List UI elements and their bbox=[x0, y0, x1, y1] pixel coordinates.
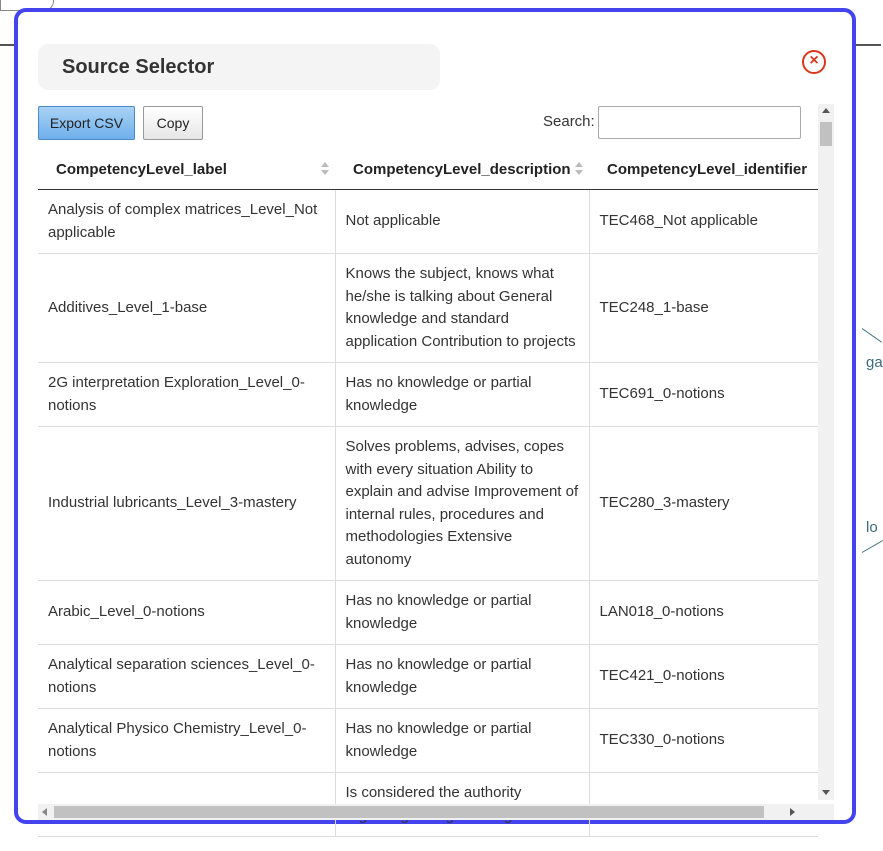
table-row[interactable] bbox=[38, 190, 818, 254]
scroll-down-arrow-icon[interactable] bbox=[822, 790, 830, 795]
cell-identifier: TEC468_Not applicable bbox=[589, 190, 818, 254]
search-label: Search: bbox=[543, 113, 595, 130]
cell-identifier: TEC691_0-notions bbox=[589, 363, 818, 427]
cell-identifier: LAN018_0-notions bbox=[589, 581, 818, 645]
cell-label: Analytical Physico Chemistry_Level_0-notions bbox=[38, 709, 335, 773]
cell-label: Arabic_Level_0-notions bbox=[38, 581, 335, 645]
cell-label: Additives_Level_1-base bbox=[38, 254, 335, 363]
horizontal-scrollbar[interactable] bbox=[38, 804, 818, 820]
competency-table bbox=[38, 150, 818, 837]
cell-description: Has no knowledge or partial knowledge bbox=[335, 581, 589, 645]
search-input[interactable] bbox=[598, 106, 801, 139]
modal-content bbox=[38, 104, 818, 812]
cell-description: Is considered the authority bbox=[335, 773, 589, 837]
scroll-left-arrow-icon[interactable] bbox=[42, 808, 47, 816]
table-row[interactable] bbox=[38, 709, 818, 773]
modal-header bbox=[38, 44, 440, 90]
table-row[interactable] bbox=[38, 427, 818, 581]
copy-button[interactable]: Copy bbox=[143, 106, 203, 140]
cell-label: Analytical separation sciences_Level_0-notions bbox=[38, 645, 335, 709]
column-header-identifier[interactable]: CompetencyLevel_identifier bbox=[589, 150, 818, 190]
cell-description: Has no knowledge or partial knowledge bbox=[335, 363, 589, 427]
scroll-up-arrow-icon[interactable] bbox=[822, 108, 830, 113]
scrollbar-corner bbox=[818, 804, 834, 820]
table-header-row bbox=[38, 150, 818, 190]
column-header-label[interactable]: CompetencyLevel_label bbox=[38, 150, 335, 190]
scroll-right-arrow-icon[interactable] bbox=[790, 808, 795, 816]
cell-identifier: TEC330_0-notions bbox=[589, 709, 818, 773]
table-row[interactable] bbox=[38, 363, 818, 427]
close-icon[interactable]: × bbox=[802, 50, 826, 74]
background-connector-line bbox=[862, 540, 883, 553]
cell-description: Not applicable bbox=[335, 190, 589, 254]
source-selector-modal bbox=[14, 8, 856, 824]
cell-description: Has no knowledge or partial knowledge bbox=[335, 709, 589, 773]
table-row[interactable] bbox=[38, 254, 818, 363]
cell-label: Industrial lubricants_Level_3-mastery bbox=[38, 427, 335, 581]
table-row[interactable] bbox=[38, 581, 818, 645]
background-connector-line bbox=[862, 328, 882, 343]
cell-identifier: TEC421_0-notions bbox=[589, 645, 818, 709]
table-row[interactable] bbox=[38, 645, 818, 709]
cell-description: Knows the subject, knows what he/she is talking about General knowledge and standard application Contribution to projects bbox=[335, 254, 589, 363]
background-text-fragment: lo bbox=[866, 519, 878, 536]
cell-description: Solves problems, advises, copes with every situation Ability to explain and advise Improvement of internal rules, procedures and methodologies Extensive autonomy bbox=[335, 427, 589, 581]
cell-identifier: TEC248_1-base bbox=[589, 254, 818, 363]
modal-title: Source Selector bbox=[62, 56, 215, 78]
cell-label: 2G interpretation Exploration_Level_0-notions bbox=[38, 363, 335, 427]
background-text-fragment: ga bbox=[866, 354, 883, 371]
vertical-scroll-thumb[interactable] bbox=[820, 122, 832, 146]
horizontal-scroll-thumb[interactable] bbox=[54, 806, 764, 818]
vertical-scrollbar[interactable] bbox=[818, 104, 834, 800]
cell-label: Analysis of complex matrices_Level_Not applicable bbox=[38, 190, 335, 254]
cell-identifier: TEC280_3-mastery bbox=[589, 427, 818, 581]
cell-description: Has no knowledge or partial knowledge bbox=[335, 645, 589, 709]
export-csv-button[interactable]: Export CSV bbox=[38, 106, 135, 140]
column-header-description[interactable]: CompetencyLevel_description bbox=[335, 150, 589, 190]
